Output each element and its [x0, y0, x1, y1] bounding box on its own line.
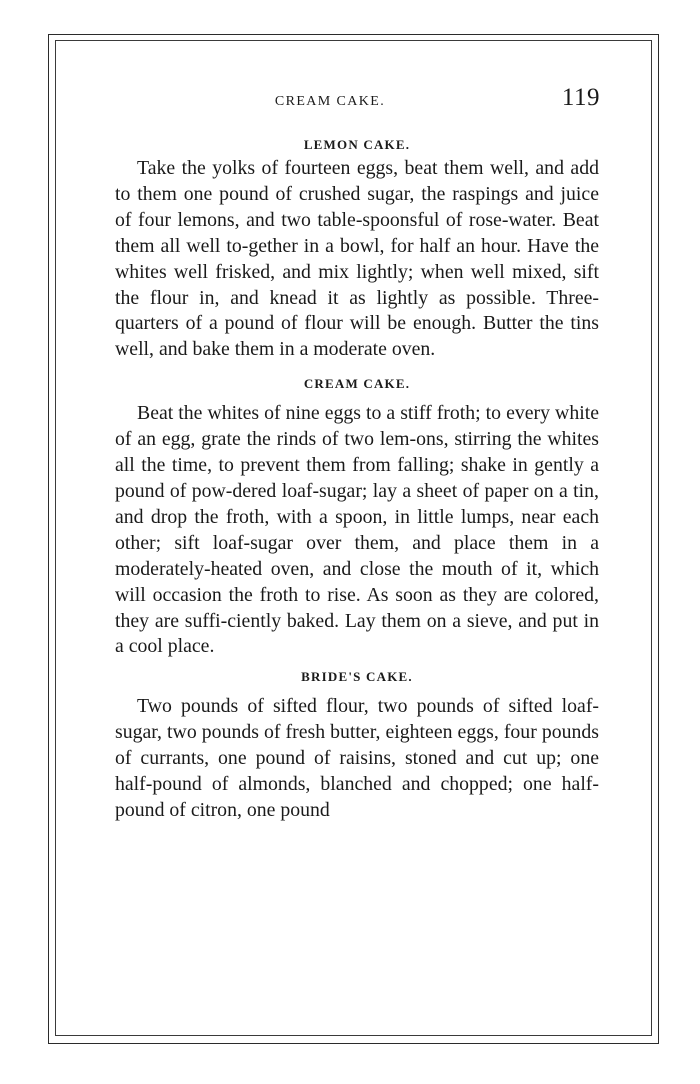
recipe-text-lemon-cake: Take the yolks of fourteen eggs, beat them well, and add to them one pound of crushed sugar, the raspings and juice of four lemons, and two table-spoonsful of rose-water. Beat them all well to-gether in a bowl, for half an hour. Have the whites well frisked, and mix lightly; when well mixed, sift the flour in, and knead it as lightly as possible. Three-quarters of a pound of flour will be enough. Butter the tins well, and bake them in a moderate oven. — [115, 157, 599, 361]
running-title: CREAM CAKE. — [274, 94, 386, 109]
recipe-heading-cream-cake: CREAM CAKE. — [303, 376, 411, 392]
page-number: 119 — [561, 84, 600, 111]
recipe-heading-lemon-cake: LEMON CAKE. — [303, 137, 411, 152]
page-content — [115, 134, 599, 824]
running-head — [60, 84, 600, 124]
recipe-text-cream-cake: Beat the whites of nine eggs to a stiff froth; to every white of an egg, grate the rinds of two lem-ons, stirring the whites all the time, to prevent them from falling; shake in gently a pound of pow-dered loaf-sugar; lay a sheet of paper on a tin, and drop the froth, with a spoon, in little lumps, near each other; sift loaf-sugar over them, and place them in a moderately-heated oven, and close the mouth of it, which will occasion the froth to rise. As soon as they are colored, they are suffi-ciently baked. Lay them on a sieve, and put in a cool place. — [115, 402, 599, 658]
recipe-heading-brides-cake: BRIDE'S CAKE. — [301, 669, 413, 685]
recipe-text-brides-cake: Two pounds of sifted flour, two pounds of sifted loaf-sugar, two pounds of fresh butter, eighteen eggs, four pounds of currants, one pound of raisins, stoned and cut up; one half-pound of almonds, blanched and chopped; one half-pound of citron, one pound — [115, 695, 599, 821]
